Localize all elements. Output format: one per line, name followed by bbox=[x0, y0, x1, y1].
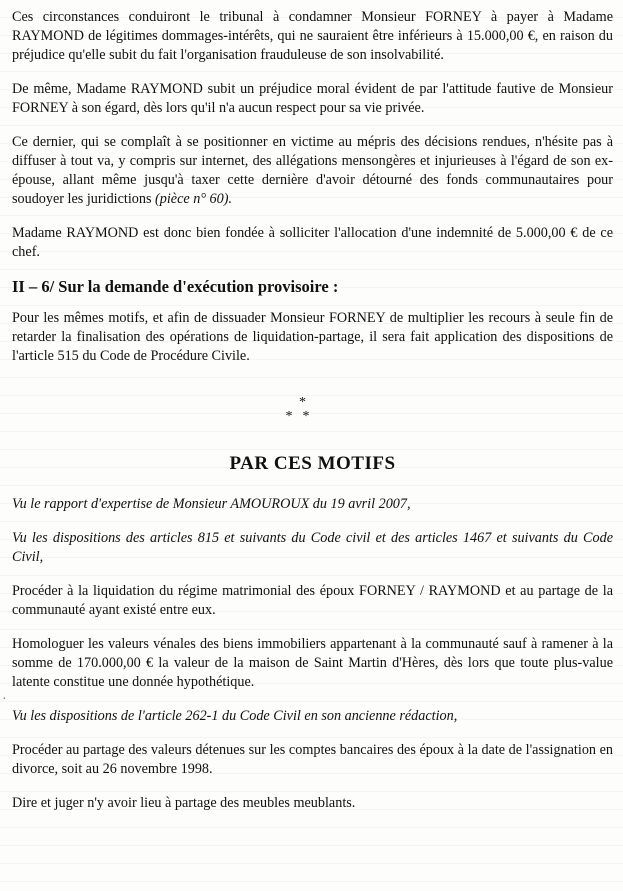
motif-vu-262: Vu les dispositions de l'article 262-1 du Code Civil en son ancienne rédaction, bbox=[12, 708, 458, 724]
paragraph-damages: Ces circonstances conduiront le tribunal à condamner Monsieur FORNEY à payer à Madame RAYMOND de légitimes dommages-intérêts, qui ne sauraient être inférieurs à 15.000,00 €, en raison du préjudice qu'elle subit du fait l'organisation frauduleuse de son insolvabilité. bbox=[12, 9, 613, 63]
motif-proceder-liquidation: Procéder à la liquidation du régime matrimonial des époux FORNEY / RAYMOND et au partage de la communauté ayant existé entre eux. bbox=[12, 583, 613, 618]
paragraph-moral-prejudice: De même, Madame RAYMOND subit un préjudice moral évident de par l'attitude fautive de Monsieur FORNEY à son égard, dès lors qu'il n'a aucun respect pour sa vie privée. bbox=[12, 81, 613, 116]
star-row-1: * bbox=[299, 395, 306, 410]
motif-vu-rapport: Vu le rapport d'expertise de Monsieur AMOUROUX du 19 avril 2007, bbox=[12, 496, 411, 512]
page-title: PAR CES MOTIFS bbox=[229, 453, 396, 474]
paragraph-indemnity: Madame RAYMOND est donc bien fondée à solliciter l'allocation d'une indemnité de 5.000,00 € de ce chef. bbox=[12, 225, 613, 260]
scan-dot-mark: · bbox=[2, 692, 7, 707]
paragraph-allegations-text: Ce dernier, qui se complaît à se positionner en victime au mépris des décisions rendues, n'hésite pas à diffuser à tout va, y compris sur internet, des allégations mensongères et injurieuses à l'égard de son ex-épouse, allant même jusqu'à taxer cette dernière d'avoir détourné des fonds communautaires pour soudoyer les juridictions bbox=[12, 134, 613, 207]
document-content bbox=[12, 8, 613, 828]
separator-stars bbox=[2, 396, 603, 424]
exhibit-reference: (pièce n° 60). bbox=[155, 191, 233, 207]
paragraph-allegations bbox=[12, 133, 613, 209]
section-heading: II – 6/ Sur la demande d'exécution provisoire : bbox=[12, 277, 339, 296]
motif-homologuer: Homologuer les valeurs vénales des biens immobiliers appartenant à la communauté sauf à ramener à la somme de 170.000,00 € la valeur de la maison de Saint Martin d'Hères, dès lors que toute plus-value latente constitue une donnée hypothétique. bbox=[12, 636, 613, 690]
star-row-2: ** bbox=[285, 409, 320, 424]
motif-vu-articles: Vu les dispositions des articles 815 et suivants du Code civil et des articles 1467 et suivants du Code Civil, bbox=[12, 530, 613, 565]
motif-dire-juger: Dire et juger n'y avoir lieu à partage des meubles meublants. bbox=[12, 795, 356, 811]
section-body: Pour les mêmes motifs, et afin de dissuader Monsieur FORNEY de multiplier les recours à seule fin de retarder la finalisation des opérations de liquidation-partage, il sera fait application des dispositions de l'article 515 du Code de Procédure Civile. bbox=[12, 310, 613, 364]
motif-proceder-partage: Procéder au partage des valeurs détenues sur les comptes bancaires des époux à la date de l'assignation en divorce, soit au 26 novembre 1998. bbox=[12, 742, 613, 777]
